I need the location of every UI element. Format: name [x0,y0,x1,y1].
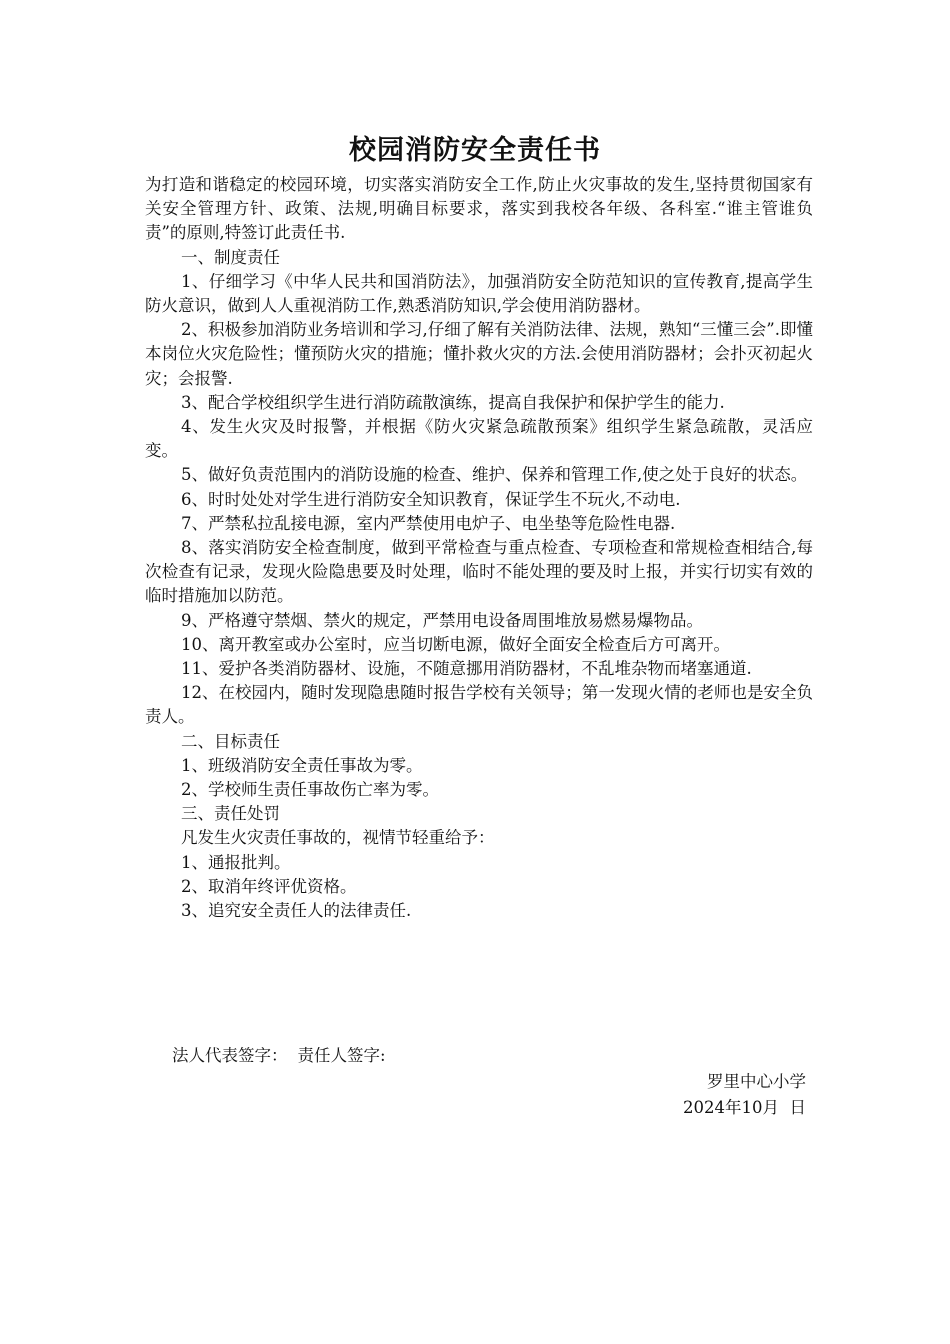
paragraph: 8、落实消防安全检查制度，做到平常检查与重点检查、专项检查和常规检查相结合,每次检查有记录，发现火险隐患要及时处理，临时不能处理的要及时上报，并实行切实有效的临时措施加以防范。 [145,538,813,606]
organization-name: 罗里中心小学 [707,1072,806,1091]
paragraph: 11、爱护各类消防器材、设施，不随意挪用消防器材，不乱堆杂物而堵塞通道. [181,659,752,679]
paragraph: 6、时时处处对学生进行消防安全知识教育，保证学生不玩火,不动电. [181,489,681,509]
paragraph: 12、在校园内，随时发现隐患随时报告学校有关领导；第一发现火情的老师也是安全负责人。 [145,683,813,727]
paragraph: 凡发生火灾责任事故的，视情节轻重给予： [181,828,495,848]
paragraph: 2、学校师生责任事故伤亡率为零。 [181,780,439,800]
paragraph: 9、严格遵守禁烟、禁火的规定，严禁用电设备周围堆放易燃易爆物品。 [181,610,703,630]
paragraph: 10、离开教室或办公室时，应当切断电源，做好全面安全检查后方可离开。 [181,634,730,654]
document-title: 校园消防安全责任书 [349,135,601,166]
paragraph: 4、发生火灾及时报警，并根据《防火灾紧急疏散预案》组织学生紧急疏散，灵活应变。 [145,417,813,461]
paragraph: 1、班级消防安全责任事故为零。 [181,755,423,775]
document-body [145,173,813,923]
paragraph: 5、做好负责范围内的消防设施的检查、维护、保养和管理工作,使之处于良好的状态。 [181,465,808,485]
signature-line [172,1044,396,1068]
paragraph: 1、通报批判。 [181,852,291,872]
paragraph: 为打造和谐稳定的校园环境，切实落实消防安全工作,防止火灾事故的发生,坚持贯彻国家有关安全管理方针、政策、法规,明确目标要求，落实到我校各年级、各科室.“谁主管谁负责”的原则,特签订此责任书. [145,175,813,243]
signature-date: 2024年10月 日 [683,1098,806,1117]
paragraph: 3、配合学校组织学生进行消防疏散演练，提高自我保护和保护学生的能力. [181,392,725,412]
paragraph: 3、追究安全责任人的法律责任. [181,901,412,921]
paragraph: 一、制度责任 [181,247,280,267]
paragraph: 2、取消年终评优资格。 [181,876,357,896]
paragraph: 2、积极参加消防业务培训和学习,仔细了解有关消防法律、法规，熟知“三懂三会”.即懂本岗位火灾危险性；懂预防火灾的措施；懂扑救火灾的方法.会使用消防器材；会扑灭初起火灾；会报警. [145,320,813,388]
legal-rep-signature-label: 法人代表签字： [172,1046,288,1065]
paragraph: 7、严禁私拉乱接电源，室内严禁使用电炉子、电坐垫等危险性电器. [181,513,676,533]
paragraph: 三、责任处罚 [181,804,280,824]
paragraph: 1、仔细学习《中华人民共和国消防法》，加强消防安全防范知识的宣传教育,提高学生防火意识，做到人人重视消防工作,熟悉消防知识,学会使用消防器材。 [145,271,813,316]
paragraph: 二、目标责任 [181,731,280,751]
responsible-signature-label: 责任人签字: [297,1046,386,1065]
